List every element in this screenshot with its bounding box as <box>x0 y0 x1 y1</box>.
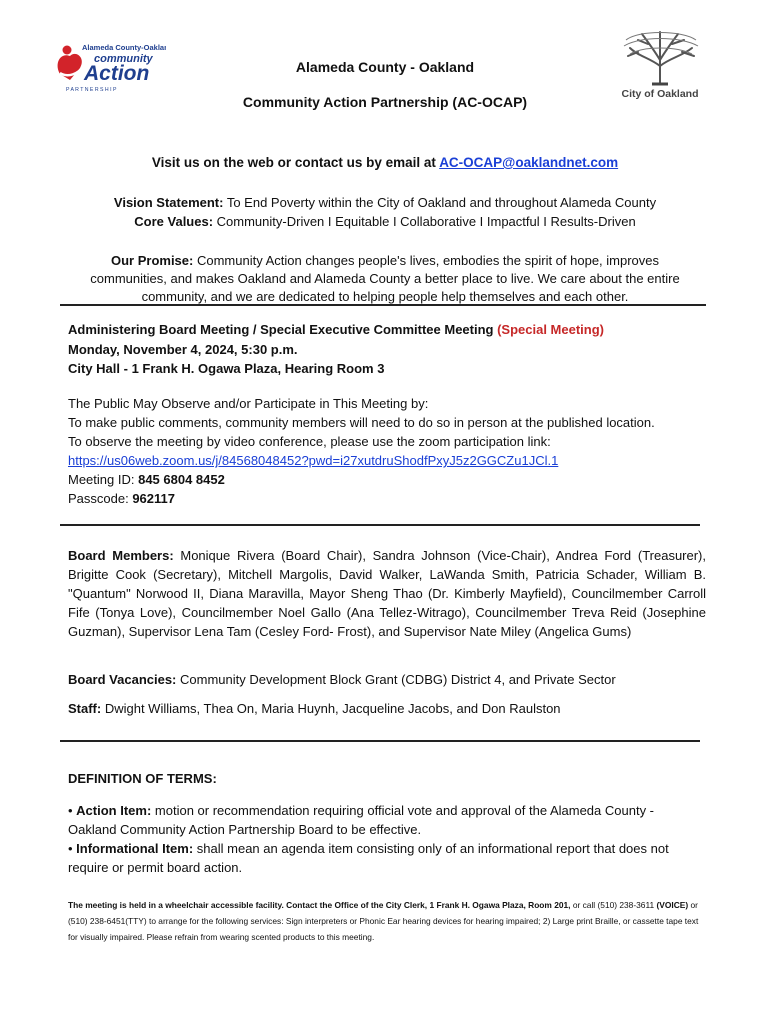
footer-voice: (VOICE) <box>656 900 689 910</box>
vacancies-text: Community Development Block Grant (CDBG) District 4, and Private Sector <box>176 672 616 687</box>
meeting-location: City Hall - 1 Frank H. Ogawa Plaza, Hearing Room 3 <box>68 361 385 376</box>
contact-email-link[interactable]: AC-OCAP@oaklandnet.com <box>439 155 619 170</box>
staff-text: Dwight Williams, Thea On, Maria Huynh, Jacqueline Jacobs, and Don Raulston <box>101 701 561 716</box>
meeting-id: 845 6804 8452 <box>138 472 225 487</box>
passcode: 962117 <box>132 491 175 506</box>
meeting-id-label: Meeting ID: <box>68 472 139 487</box>
meeting-id-line <box>68 470 706 489</box>
board-vacancies <box>68 670 706 689</box>
passcode-label: Passcode: <box>68 491 133 506</box>
footer-bold-text: The meeting is held in a wheelchair accessible facility. Contact the Office of the City Clerk, 1 Frank H. Ogawa Plaza, Room 201, <box>68 900 571 910</box>
public-line1: The Public May Observe and/or Participate in This Meeting by: <box>68 396 429 411</box>
staff-label: Staff: <box>68 701 102 716</box>
values-text: Community-Driven I Equitable I Collaborative I Impactful I Results-Driven <box>213 214 636 229</box>
board-members-label: Board Members: <box>68 548 174 563</box>
promise-label: Our Promise: <box>110 253 194 268</box>
divider-2 <box>60 524 700 526</box>
meeting-title-text: Administering Board Meeting / Special Executive Committee Meeting <box>68 322 498 337</box>
vision-text: To End Poverty within the City of Oakland and throughout Alameda County <box>223 195 657 210</box>
oak-tree-icon <box>608 26 712 88</box>
acap-logo-partnership: P A R T N E R S H I P <box>66 87 117 93</box>
promise-text-1: Community Action changes people's lives, embodies the spirit of hope, improves <box>193 253 660 268</box>
board-members <box>68 546 706 641</box>
definition-action-item <box>68 801 698 839</box>
public-line2: To make public comments, community members will need to do so in person at the published location. <box>68 415 655 430</box>
acap-logo-community: community <box>94 53 153 65</box>
city-of-oakland-label: City of Oakland <box>621 88 699 100</box>
page-title-line1: Alameda County - Oakland <box>295 59 475 75</box>
page-title-line2: Community Action Partnership (AC-OCAP) <box>242 94 528 110</box>
vision-statement <box>0 193 770 212</box>
acap-logo-arc-text: Alameda County-Oakland <box>82 43 166 52</box>
promise-line1 <box>0 251 770 270</box>
action-bullet: • <box>68 803 77 818</box>
zoom-link[interactable]: https://us06web.zoom.us/j/84568048452?pwd=i27xutdruShodfPxyJ5z2GGCZu1JCl.1 <box>68 453 559 468</box>
informational-item-text: shall mean an agenda item consisting only of an informational report that does not require or permit board action. <box>68 841 669 875</box>
informational-item-label: Informational Item: <box>76 841 194 856</box>
meeting-date: Monday, November 4, 2024, 5:30 p.m. <box>68 342 298 357</box>
public-line3: To observe the meeting by video conference, please use the zoom participation link: <box>68 434 551 449</box>
definitions-heading: DEFINITION OF TERMS: <box>68 771 217 786</box>
divider-3 <box>60 740 700 742</box>
meeting-title <box>68 320 706 339</box>
vacancies-label: Board Vacancies: <box>68 672 177 687</box>
values-label: Core Values: <box>134 214 214 229</box>
divider-1 <box>60 304 706 306</box>
special-meeting-tag: (Special Meeting) <box>497 322 605 337</box>
promise-line3: community, and we are dedicated to helping people help themselves and each other. <box>141 289 629 304</box>
zoom-link-line <box>68 451 706 470</box>
action-item-text: motion or recommendation requiring official vote and approval of the Alameda County - Oakland Community Action Partnership Board to be effective. <box>68 803 655 837</box>
passcode-line <box>68 489 706 508</box>
vision-label: Vision Statement: <box>113 195 224 210</box>
footer-text-2: or (510) 238-6451(TTY) to arrange for the following services: Sign interpreters or Phonic Ear hearing devices for hearing impaired; 2) Large print Braille, or cassette tape text for visually impaired. Please refrain from wearing scented products to this meeting. <box>68 900 699 942</box>
contact-line <box>0 155 770 170</box>
staff <box>68 699 706 718</box>
core-values <box>0 212 770 231</box>
contact-prefix: Visit us on the web or contact us by email at <box>151 155 440 170</box>
promise-line2: communities, and makes Oakland and Alameda County a better place to live. We care about the entire <box>90 271 680 286</box>
definition-informational-item <box>68 839 698 877</box>
accessibility-footer <box>68 897 708 945</box>
info-bullet: • <box>68 841 77 856</box>
footer-text-1: or call (510) 238-3611 <box>570 900 657 910</box>
figure-head <box>63 46 72 55</box>
action-item-label: Action Item: <box>76 803 152 818</box>
acap-logo-action: Action <box>84 62 150 85</box>
board-members-text: Monique Rivera (Board Chair), Sandra Johnson (Vice-Chair), Andrea Ford (Treasurer), Brigitte Cook (Secretary), Mitchell Margolis, David Walker, LaWanda Smith, Patricia Schader, William B. "Quantum" Norwood II, Diana Maravilla, Mayor Sheng Thao (Dr. Kimberly Mayfield), Councilmember Carroll Fife (Tonya Love), Councilmember Noel Gallo (Ana Tellez-Witrago), Councilmember Treva Reid (Josephine Guzman), Supervisor Lena Tam (Cesley Ford- Frost), and Supervisor Nate Miley (Angelica Gums) <box>68 548 706 639</box>
